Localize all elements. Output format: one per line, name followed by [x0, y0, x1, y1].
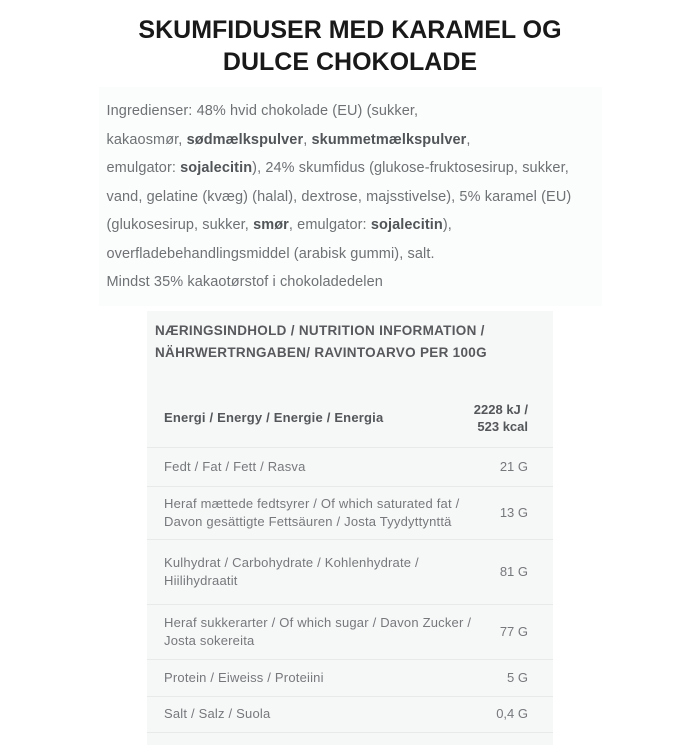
nutrient-value: 21 G: [499, 458, 528, 474]
nutrition-table: [147, 311, 553, 745]
nutrient-value: 77 G: [499, 623, 528, 639]
nutrient-value: 13 G: [499, 504, 528, 520]
nutrient-label: Salt / Salz / Suola: [164, 706, 271, 722]
nutrition-row: [147, 448, 553, 487]
nutrition-row: [147, 660, 553, 697]
nutrient-value: 5 G: [507, 669, 528, 685]
nutrient-value: 2228 kJ / 523 kcal: [473, 401, 528, 434]
nutrition-row: [147, 697, 553, 733]
nutrition-row: [147, 487, 553, 540]
nutrient-value: 0,4 G: [496, 706, 528, 722]
nutrition-row: [147, 540, 553, 605]
nutrient-label: Heraf sukkerarter / Of which sugar / Davon Zucker / Josta sokereita: [164, 615, 472, 648]
nutrient-label: Heraf mættede fedtsyrer / Of which saturated fat / Davon gesättigte Fettsäuren / Josta Tyydyttynttä: [164, 496, 460, 529]
nutrient-label: Kulhydrat / Carbohydrate / Kohlenhydrate / Hiilihydraatit: [164, 555, 419, 588]
nutrition-row: [147, 605, 553, 660]
nutrition-rows: [147, 390, 553, 733]
ingredients-text: Ingredienser: 48% hvid chokolade (EU) (sukker, kakaosmør, sødmælkspulver, skummetmælkspulver, emulgator: sojalecitin), 24% skumfidus (glukose-fruktosesirup, sukker, vand, gelatine (kvæg) (halal), dextrose, majsstivelse), 5% karamel (EU) (glukosesirup, sukker, smør, emulgator: sojalecitin), overfladebehandlingsmiddel (arabisk gummi), salt. Mindst 35% kakaotørstof i chokoladedelen: [99, 87, 602, 306]
product-label-page: [0, 14, 700, 745]
nutrition-table-header: NÆRINGSINDHOLD / NUTRITION INFORMATION / NÄHRWERTRNGABEN/ RAVINTOARVO PER 100G: [155, 322, 487, 360]
nutrient-label: Protein / Eiweiss / Proteiini: [164, 669, 324, 685]
product-title: SKUMFIDUSER MED KARAMEL OG DULCE CHOKOLADE: [138, 16, 562, 76]
nutrition-row: [147, 390, 553, 448]
nutrient-value: 81 G: [499, 563, 528, 579]
nutrient-label: Energi / Energy / Energie / Energia: [164, 410, 384, 426]
nutrient-label: Fedt / Fat / Fett / Rasva: [164, 458, 306, 474]
